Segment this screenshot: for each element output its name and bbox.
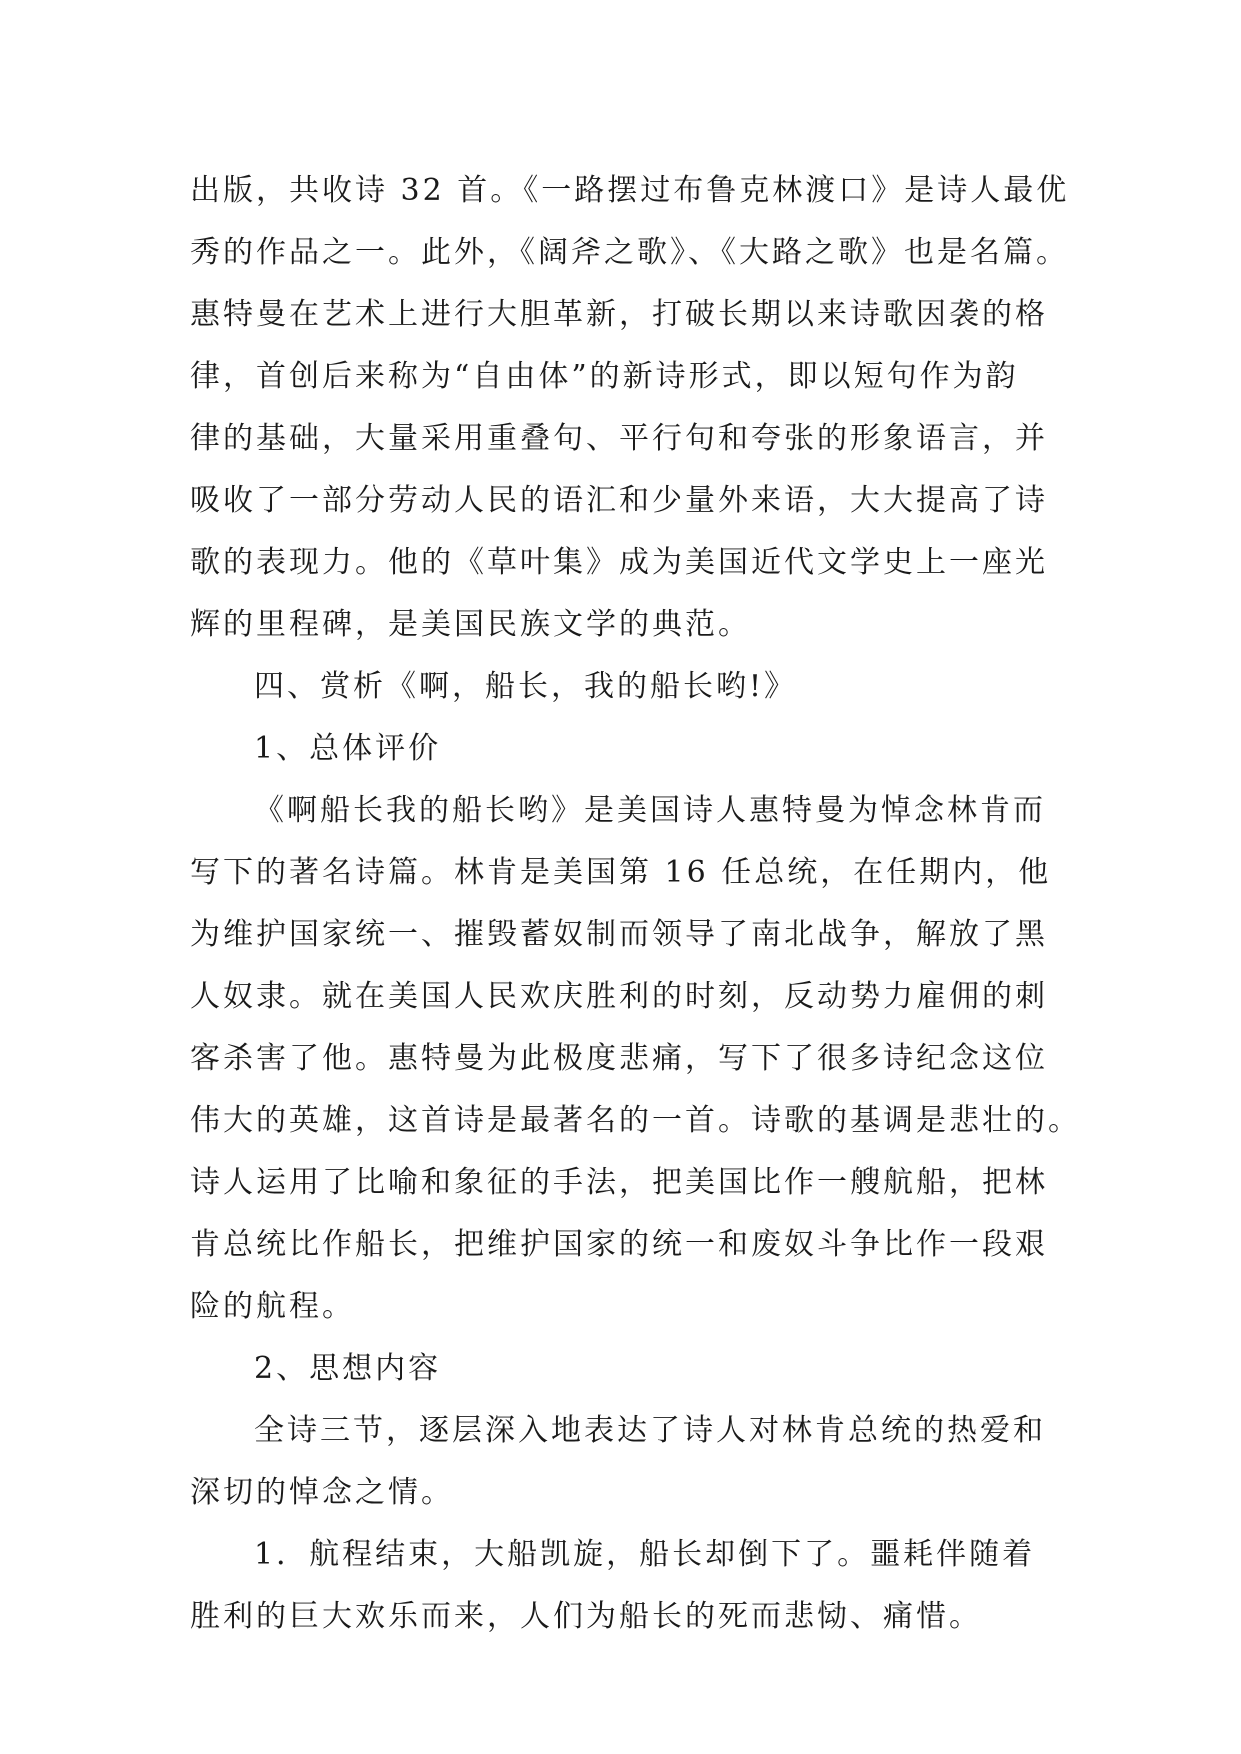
text-line: 为维护国家统一、摧毁蓄奴制而领导了南北战争，解放了黑 [190, 917, 1048, 952]
section-heading: 四、赏析《啊，船长，我的船长哟!》 [254, 669, 798, 704]
text-line: 深切的悼念之情。 [190, 1475, 454, 1510]
text-line: 《啊船长我的船长哟》是美国诗人惠特曼为悼念林肯而 [254, 793, 1046, 828]
text-line: 写下的著名诗篇。林肯是美国第 16 任总统，在任期内，他 [190, 855, 1052, 890]
text-line: 肯总统比作船长，把维护国家的统一和废奴斗争比作一段艰 [190, 1227, 1048, 1262]
text-line: 胜利的巨大欢乐而来，人们为船长的死而悲恸、痛惜。 [190, 1599, 982, 1634]
text-line: 诗人运用了比喻和象征的手法，把美国比作一艘航船，把林 [190, 1165, 1048, 1200]
text-line: 出版，共收诗 32 首。《一路摆过布鲁克林渡口》是诗人最优 [190, 173, 1070, 208]
text-line: 辉的里程碑，是美国民族文学的典范。 [190, 607, 751, 642]
text-line: 律的基础，大量采用重叠句、平行句和夸张的形象语言，并 [190, 421, 1048, 456]
text-line: 人奴隶。就在美国人民欢庆胜利的时刻，反动势力雇佣的刺 [190, 979, 1048, 1014]
text-line: 客杀害了他。惠特曼为此极度悲痛，写下了很多诗纪念这位 [190, 1041, 1048, 1076]
text-line: 1．航程结束，大船凯旋，船长却倒下了。噩耗伴随着 [254, 1537, 1036, 1572]
subsection-heading: 2、思想内容 [254, 1351, 442, 1386]
text-line: 秀的作品之一。此外，《阔斧之歌》、《大路之歌》也是名篇。 [190, 235, 1069, 270]
text-line: 吸收了一部分劳动人民的语汇和少量外来语，大大提高了诗 [190, 483, 1048, 518]
text-line: 惠特曼在艺术上进行大胆革新，打破长期以来诗歌因袭的格 [190, 297, 1048, 332]
text-line: 全诗三节，逐层深入地表达了诗人对林肯总统的热爱和 [254, 1413, 1046, 1448]
document-body [190, 160, 1081, 1648]
text-line: 律，首创后来称为“自由体”的新诗形式，即以短句作为韵 [190, 359, 1019, 394]
text-line: 险的航程。 [190, 1289, 355, 1324]
subsection-heading: 1、总体评价 [254, 731, 442, 766]
text-line: 伟大的英雄，这首诗是最著名的一首。诗歌的基调是悲壮的。 [190, 1103, 1081, 1138]
text-line: 歌的表现力。他的《草叶集》成为美国近代文学史上一座光 [190, 545, 1048, 580]
